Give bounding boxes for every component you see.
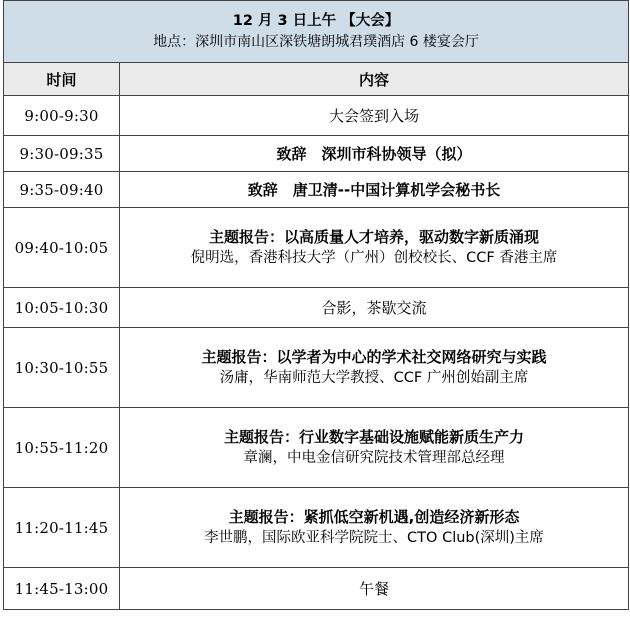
content-cell (120, 208, 629, 288)
time-cell: 9:30-09:35 (4, 136, 120, 172)
session-header (4, 1, 629, 63)
talk-speaker: 倪明选，香港科技大学（广州）创校校长、CCF 香港主席 (190, 250, 558, 266)
session-venue: 地点：深圳市南山区深铁塘朗城君璞酒店 6 楼宴会厅 (153, 34, 479, 50)
content-cell: 大会签到入场 (120, 96, 629, 136)
table-row (4, 328, 629, 408)
content-cell: 致辞 深圳市科协领导（拟） (120, 136, 629, 172)
time-cell: 11:20-11:45 (4, 488, 120, 568)
talk-speaker: 汤庸，华南师范大学教授、CCF 广州创始副主席 (219, 370, 529, 386)
table-row (4, 208, 629, 288)
time-cell: 10:55-11:20 (4, 408, 120, 488)
table-row (4, 568, 629, 610)
talk-title: 主题报告：紧抓低空新机遇,创造经济新形态 (228, 508, 520, 526)
table-row (4, 136, 629, 172)
time-cell: 10:05-10:30 (4, 288, 120, 328)
content-cell (120, 408, 629, 488)
content-cell (120, 488, 629, 568)
session-header-row (4, 1, 629, 63)
table-row (4, 172, 629, 208)
content-cell: 午餐 (120, 568, 629, 610)
talk-speaker: 李世鹏，国际欧亚科学院院士、CTO Club(深圳)主席 (204, 530, 544, 546)
time-cell: 9:00-9:30 (4, 96, 120, 136)
table-row (4, 488, 629, 568)
schedule-table (3, 0, 629, 610)
time-cell: 11:45-13:00 (4, 568, 120, 610)
column-header-row (4, 63, 629, 96)
table-row (4, 96, 629, 136)
talk-title: 主题报告：以学者为中心的学术社交网络研究与实践 (201, 348, 547, 366)
content-cell: 合影，茶歇交流 (120, 288, 629, 328)
column-header-time: 时间 (4, 63, 120, 96)
talk-title: 主题报告：行业数字基础设施赋能新质生产力 (223, 428, 524, 446)
talk-title: 主题报告：以高质量人才培养，驱动数字新质涌现 (208, 228, 539, 246)
table-row (4, 288, 629, 328)
column-header-content: 内容 (120, 63, 629, 96)
table-row (4, 408, 629, 488)
time-cell: 10:30-10:55 (4, 328, 120, 408)
time-cell: 9:35-09:40 (4, 172, 120, 208)
talk-speaker: 章澜，中电金信研究院技术管理部总经理 (243, 450, 505, 466)
content-cell (120, 328, 629, 408)
content-cell: 致辞 唐卫清--中国计算机学会秘书长 (120, 172, 629, 208)
time-cell: 09:40-10:05 (4, 208, 120, 288)
session-title: 12 月 3 日上午 【大会】 (232, 13, 400, 29)
